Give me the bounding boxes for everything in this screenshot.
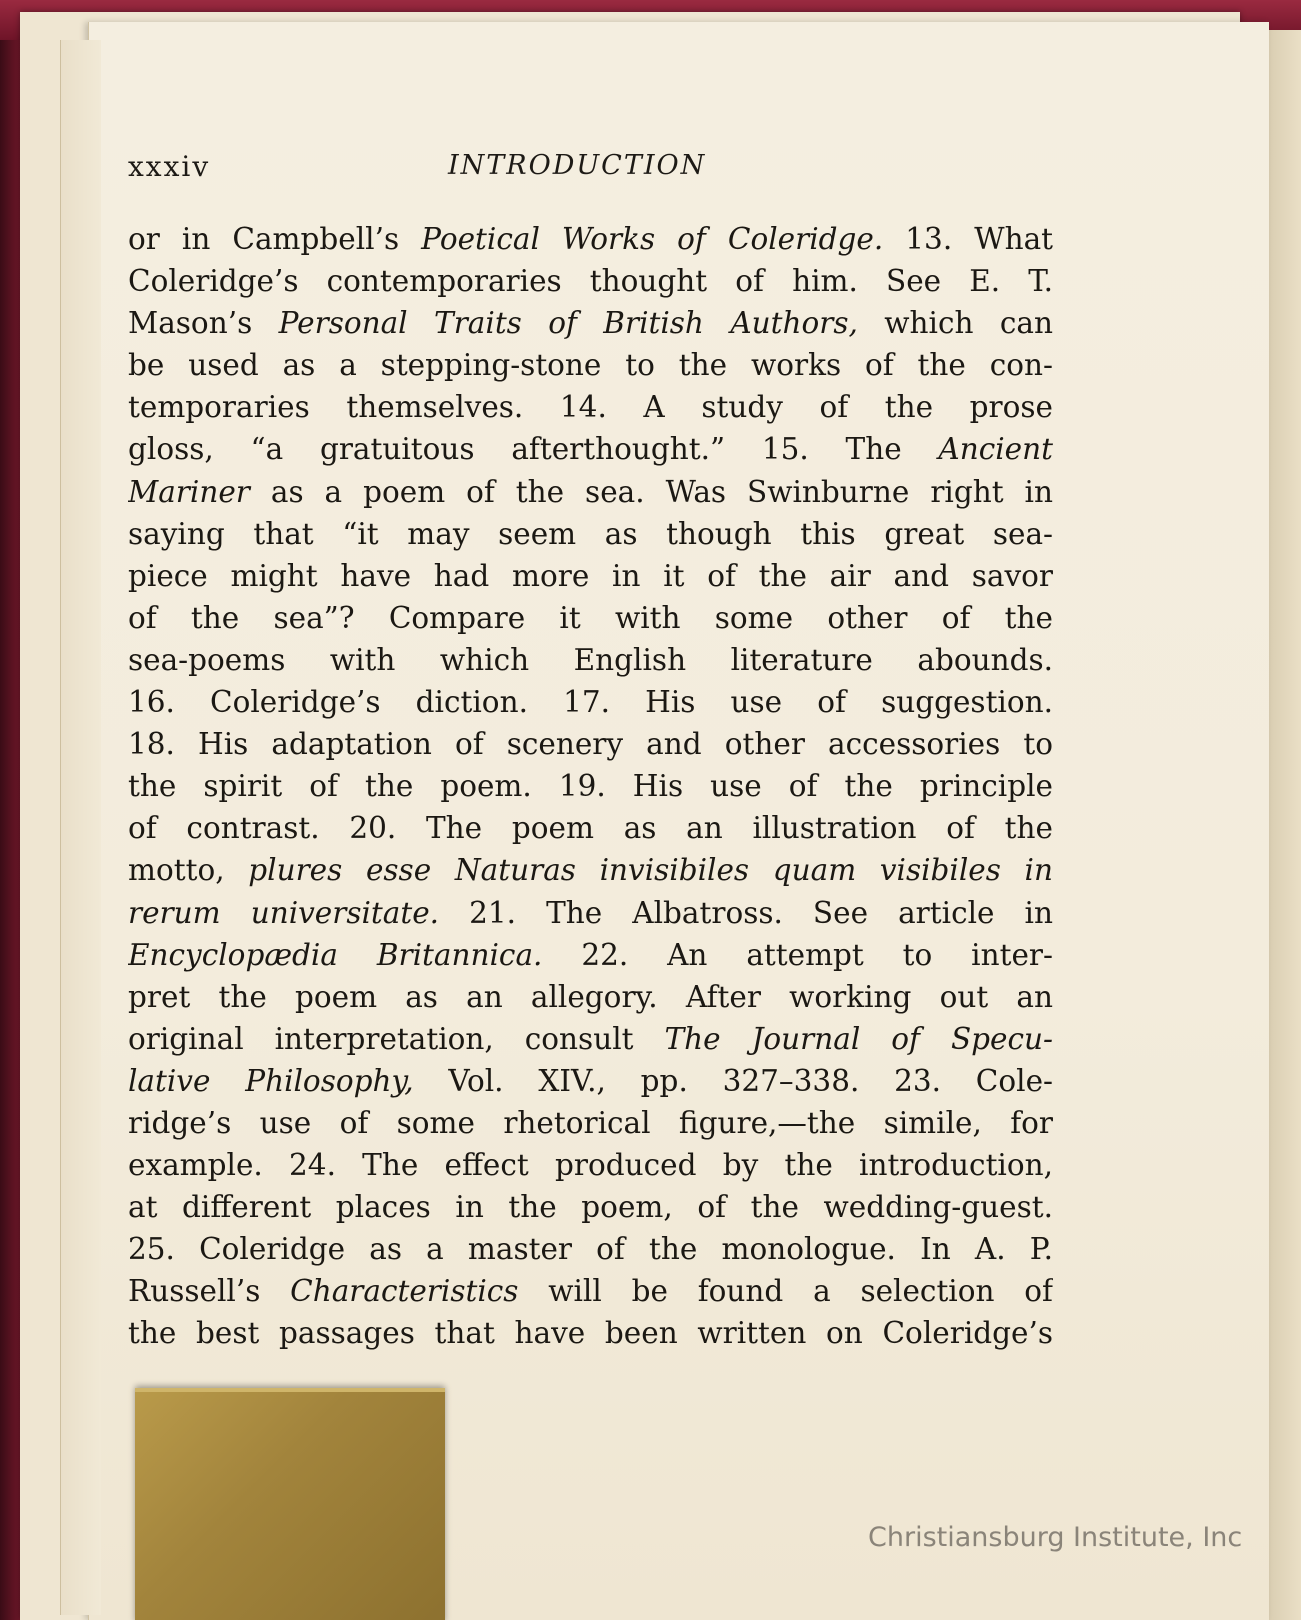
italic-text: The Journal of Specu- xyxy=(664,1021,1053,1056)
italic-text: Ancient xyxy=(938,432,1053,467)
text-line xyxy=(128,555,1053,597)
text-line xyxy=(128,807,1053,849)
text-line xyxy=(128,639,1053,681)
italic-text: Personal Traits of British Authors, xyxy=(278,306,858,341)
text-run: Mason’s xyxy=(128,306,279,341)
text-run: 21. The Albatross. See article in xyxy=(439,895,1053,930)
text-run: example. 24. The effect produced by the introduction, xyxy=(128,1148,1053,1183)
text-run: Coleridge’s contemporaries thought of him. See E. T. xyxy=(128,264,1053,299)
text-line xyxy=(128,1018,1053,1060)
text-line xyxy=(128,1060,1053,1102)
text-run: 25. Coleridge as a master of the monologue. In A. P. xyxy=(128,1232,1053,1267)
text-line xyxy=(128,1228,1053,1270)
text-run: 22. An attempt to inter- xyxy=(542,937,1053,972)
text-line xyxy=(128,218,1053,260)
italic-text: rerum universitate. xyxy=(128,895,440,930)
running-head: INTRODUCTION xyxy=(448,150,707,181)
text-line xyxy=(128,892,1053,934)
body-text xyxy=(128,218,1053,1355)
text-run: at different places in the poem, of the wedding-guest. xyxy=(128,1190,1053,1225)
gold-page-marker xyxy=(135,1388,445,1620)
text-line xyxy=(128,1270,1053,1312)
watermark: Christiansburg Institute, Inc xyxy=(868,1522,1243,1553)
text-line xyxy=(128,849,1053,891)
text-run: ridge’s use of some rhetorical figure,—the simile, for xyxy=(128,1105,1053,1140)
text-run: Vol. XIV., pp. 327–338. 23. Cole- xyxy=(413,1063,1053,1098)
text-run: 18. His adaptation of scenery and other accessories to xyxy=(128,727,1053,762)
text-line xyxy=(128,1144,1053,1186)
text-run: 13. What xyxy=(883,222,1053,256)
text-line xyxy=(128,302,1053,344)
text-run: 16. Coleridge’s diction. 17. His use of suggestion. xyxy=(128,685,1053,720)
text-line xyxy=(128,1312,1053,1354)
text-run: pret the poem as an allegory. After working out an xyxy=(128,979,1053,1014)
italic-text: Mariner xyxy=(128,474,250,509)
text-line xyxy=(128,471,1053,513)
text-line xyxy=(128,681,1053,723)
text-run: the spirit of the poem. 19. His use of the principle xyxy=(128,769,1053,804)
text-run: the best passages that have been written on Coleridge’s xyxy=(128,1316,1053,1351)
text-run: gloss, “a gratuitous afterthought.” 15. The xyxy=(128,432,939,467)
text-run: original interpretation, consult xyxy=(128,1021,665,1056)
italic-text: plures esse Naturas invisibiles quam visibiles in xyxy=(248,853,1053,888)
text-line xyxy=(128,765,1053,807)
text-run: temporaries themselves. 14. A study of the prose xyxy=(128,390,1053,425)
text-run: sea-poems with which English literature abounds. xyxy=(128,642,1053,677)
text-line xyxy=(128,597,1053,639)
text-line xyxy=(128,386,1053,428)
text-line xyxy=(128,934,1053,976)
text-run: will be found a selection of xyxy=(518,1274,1053,1309)
italic-text: lative Philosophy, xyxy=(128,1063,414,1098)
text-line xyxy=(128,513,1053,555)
text-run: or in Campbell’s xyxy=(128,222,422,256)
italic-text: Characteristics xyxy=(290,1274,519,1309)
text-line xyxy=(128,1102,1053,1144)
text-line xyxy=(128,976,1053,1018)
italic-text: Poetical Works of Coleridge. xyxy=(421,222,884,256)
text-run: of the sea”? Compare it with some other of the xyxy=(128,600,1053,635)
text-run: as a poem of the sea. Was Swinburne right in xyxy=(249,474,1053,509)
text-line xyxy=(128,1186,1053,1228)
text-run: Russell’s xyxy=(128,1274,291,1309)
text-run: which can xyxy=(857,306,1053,341)
text-run: saying that “it may seem as though this great sea- xyxy=(128,516,1053,551)
text-run: piece might have had more in it of the air and savor xyxy=(128,558,1053,593)
text-line xyxy=(128,344,1053,386)
page-edges-left xyxy=(60,40,101,1615)
text-run: motto, xyxy=(128,853,249,888)
text-line xyxy=(128,723,1053,765)
text-run: of contrast. 20. The poem as an illustration of the xyxy=(128,811,1053,846)
text-line xyxy=(128,260,1053,302)
page-number: xxxiv xyxy=(128,150,211,183)
text-run: be used as a stepping-stone to the works of the con- xyxy=(128,348,1053,383)
page-header xyxy=(128,138,1148,198)
italic-text: Encyclopædia Britannica. xyxy=(128,937,543,972)
text-line xyxy=(128,428,1053,470)
